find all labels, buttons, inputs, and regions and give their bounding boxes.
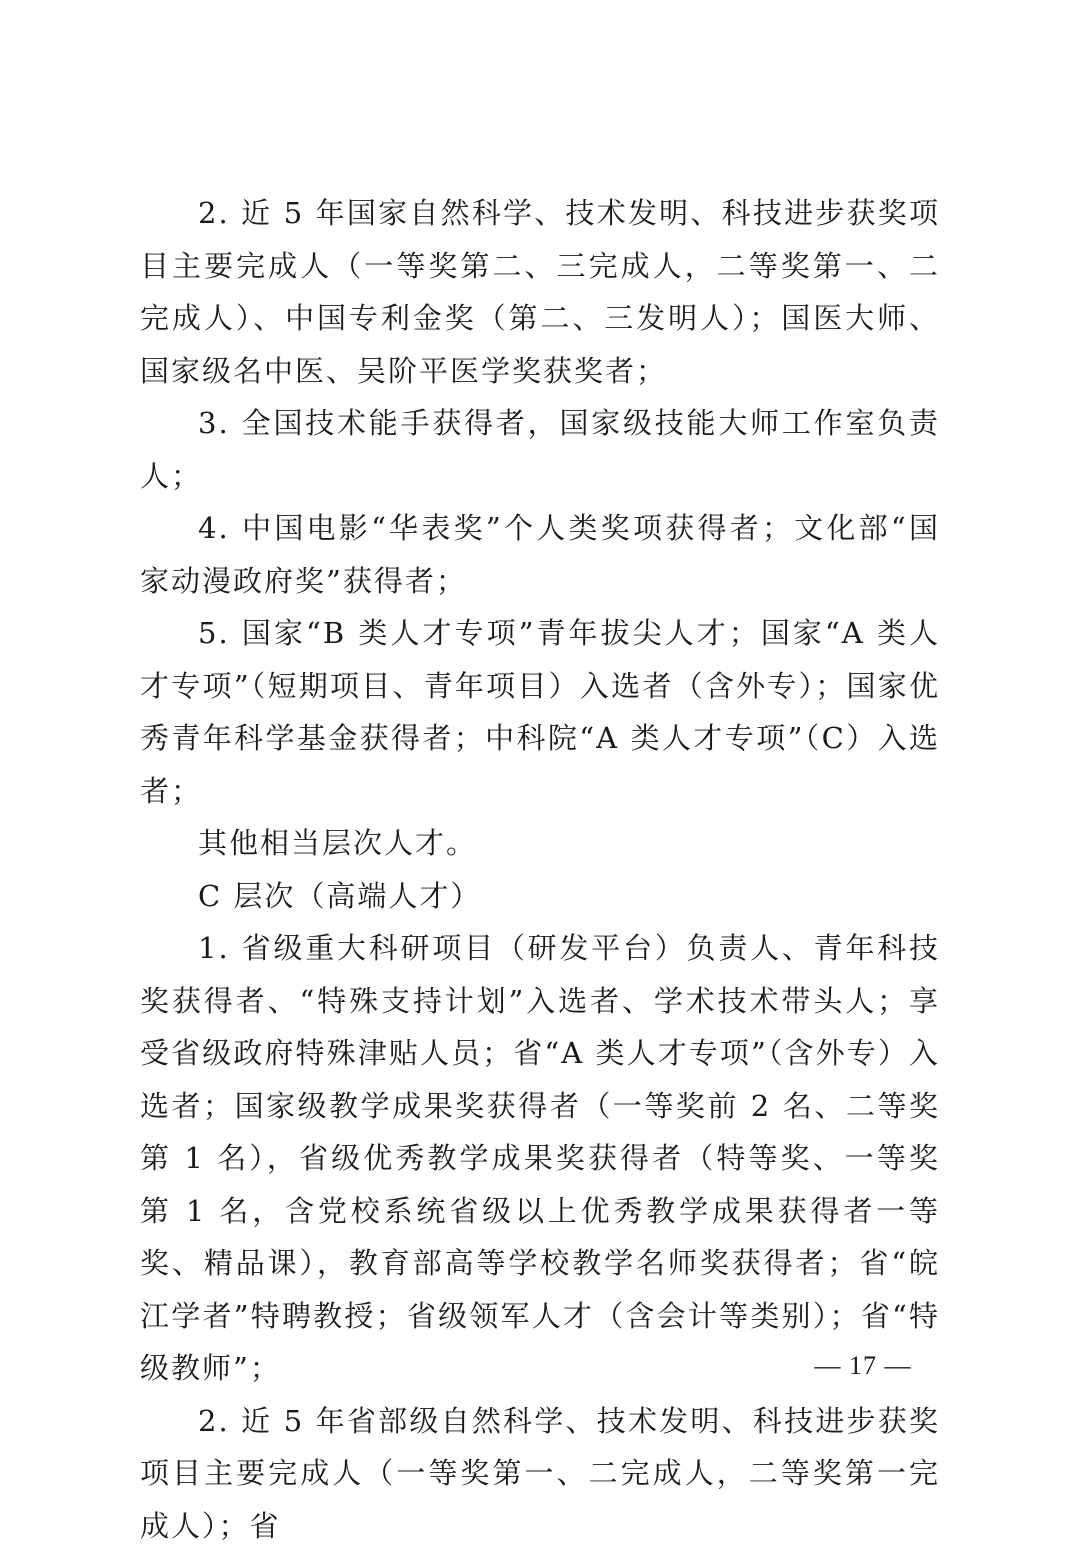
paragraph-c-2: 2. 近 5 年省部级自然科学、技术发明、科技进步获奖项目主要完成人（一等奖第一、二完成人，二等奖第一完成人）；省 [140, 1395, 940, 1552]
paragraph-b-3: 3. 全国技术能手获得者，国家级技能大师工作室负责人； [140, 397, 940, 502]
page-number: — 17 — [808, 1346, 918, 1386]
section-heading-c: C 层次（高端人才） [140, 870, 940, 923]
paragraph-b-4: 4. 中国电影“华表奖”个人类奖项获得者；文化部“国家动漫政府奖”获得者； [140, 502, 940, 607]
paragraph-c-1: 1. 省级重大科研项目（研发平台）负责人、青年科技奖获得者、“特殊支持计划”入选者、学术技术带头人；享受省级政府特殊津贴人员；省“A 类人才专项”（含外专）入选者；国家级教学成果奖获得者（一等奖前 2 名、二等奖第 1 名），省级优秀教学成果奖获得者（特等奖、一等奖第 1 名，含党校系统省级以上优秀教学成果获得者一等奖、精品课），教育部高等学校教学名师奖获得者；省“皖江学者”特聘教授；省级领军人才（含会计等类别）；省“特级教师”； [140, 922, 940, 1395]
paragraph-b-5: 5. 国家“B 类人才专项”青年拔尖人才；国家“A 类人才专项”（短期项目、青年项目）入选者（含外专）；国家优秀青年科学基金获得者；中科院“A 类人才专项”（C）入选者； [140, 607, 940, 817]
paragraph-b-other: 其他相当层次人才。 [140, 817, 940, 870]
paragraph-b-2: 2. 近 5 年国家自然科学、技术发明、科技进步获奖项目主要完成人（一等奖第二、三完成人，二等奖第一、二完成人）、中国专利金奖（第二、三发明人）；国医大师、国家级名中医、吴阶平医学奖获奖者； [140, 187, 940, 397]
